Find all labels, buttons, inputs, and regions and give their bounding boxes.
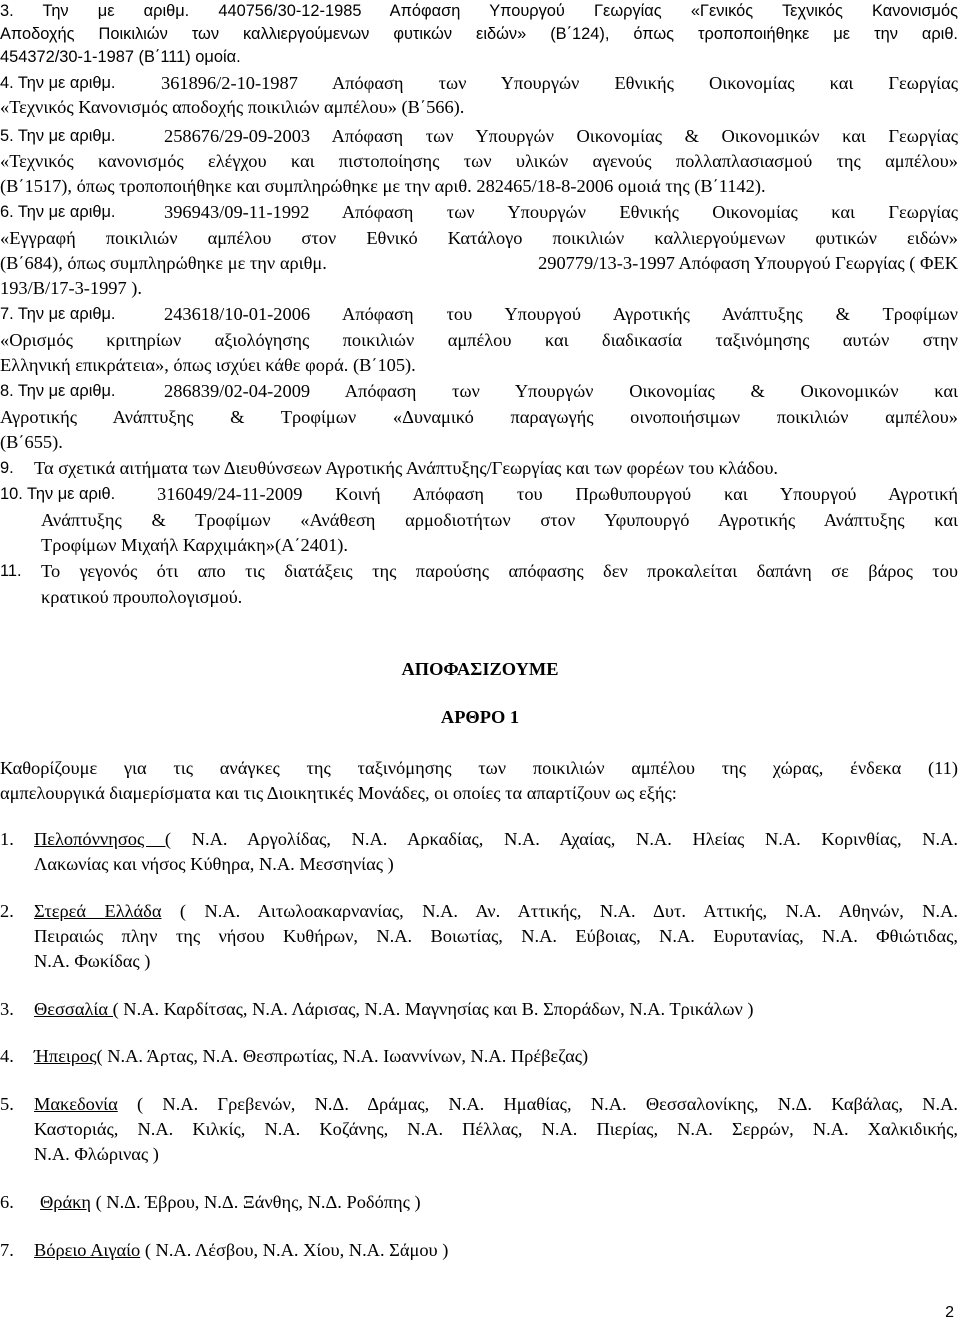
region-line [34,998,958,1020]
item-prefix: 4. Την με αριθμ. [0,74,116,92]
region-line: Λακωνίας και νήσος Κύθηρα, Ν.Α. Μεσσηνίας ) [34,854,394,874]
text-line: Αποδοχής Ποικιλιών των καλλιεργούμενων φυτικών ειδών» (Β΄124), όπως τροποποιήθηκε με την αριθ. [0,25,958,43]
intro-line: αμπελουργικά διαμερίσματα και τις Διοικητικές Μονάδες, οι οποίες τα απαρτίζουν ως εξής: [0,783,677,803]
text-line: Το γεγονός ότι απο τις διατάξεις της παρούσης απόφασης δεν προκαλείται δαπάνη σε βάρος του [41,561,958,581]
region-number: 3. [0,999,14,1019]
text-segment: (Β΄1517), όπως τροποποιήθηκε και συμπληρώθηκε με την αριθ. [0,176,472,196]
region-name: Θεσσαλία ( [34,999,119,1019]
region-units: ( Ν.Δ. Έβρου, Ν.Δ. Ξάνθης, Ν.Δ. Ροδόπης ) [90,1192,421,1212]
decision-heading: ΑΠΟΦΑΣΙΖΟΥΜΕ [401,659,559,679]
text-segment: 282465/18-8-2006 ομοιά της (Β΄1142). [476,176,766,196]
text-line: (Β΄655). [0,432,63,452]
region-name: Ήπειρος [34,1046,97,1066]
region-line [40,1191,958,1213]
text-line: Ανάπτυξης & Τροφίμων «Ανάθεση αρμοδιοτήτων στον Υφυπουργό Αγροτικής Ανάπτυξης και [41,510,958,530]
text-line: «Τεχνικός κανονισμός ελέγχου και πιστοποίησης των υλικών αγενούς πολλαπλασιασμού της αμπέλου» [0,151,958,171]
text-segment: 290779/13-3-1997 Απόφαση Υπουργού Γεωργίας ( ΦΕΚ [538,253,958,273]
item-prefix: 9. [0,459,14,477]
text-line: Τα σχετικά αιτήματα των Διευθύνσεων Αγροτικής Ανάπτυξης/Γεωργίας και των φορέων του κλάδου. [34,458,779,478]
text-line: 258676/29-09-2003 Απόφαση των Υπουργών Οικονομίας & Οικονομικών και Γεωργίας [164,126,958,146]
region-name: Θράκη [40,1192,91,1212]
item-prefix: 6. Την με αριθμ. [0,203,116,221]
text-line: 396943/09-11-1992 Απόφαση των Υπουργών Εθνικής Οικονομίας και Γεωργίας [164,202,958,222]
region-name: Πελοπόννησος ( [34,829,172,849]
region-number: 5. [0,1094,14,1114]
region-number: 7. [0,1240,14,1260]
item-prefix: 10. Την με αριθ. [0,485,116,503]
region-number: 1. [0,829,14,849]
region-number: 4. [0,1046,14,1066]
text-line: Ελληνική επικράτεια», όπως ισχύει κάθε φορά. (Β΄105). [0,355,416,375]
item-prefix: 11. [0,562,22,580]
text-line: «Τεχνικός Κανονισμός αποδοχής ποικιλιών αμπέλου» (Β΄566). [0,97,465,117]
text-line: 361896/2-10-1987 Απόφαση των Υπουργών Εθνικής Οικονομίας και Γεωργίας [161,73,958,93]
region-number: 6. [0,1192,14,1212]
region-units: Ν.Α. Καρδίτσας, Ν.Α. Λάρισας, Ν.Α. Μαγνησίας και Β. Σποράδων, Ν.Α. Τρικάλων ) [118,999,754,1019]
item-prefix: 7. Την με αριθμ. [0,305,116,323]
article-heading: ΑΡΘΡΟ 1 [440,707,520,727]
text-line: 454372/30-1-1987 (Β΄111) ομοία. [0,48,241,66]
text-line: 316049/24-11-2009 Κοινή Απόφαση του Πρωθυπουργού και Υπουργού Αγροτική [157,484,958,504]
region-units: ( Ν.Α. Γρεβενών, Ν.Δ. Δράμας, Ν.Α. Ημαθίας, Ν.Α. Θεσσαλονίκης, Ν.Δ. Καβάλας, Ν.Α. [117,1094,958,1114]
region-number: 2. [0,901,14,921]
region-units: Ν.Α. Αργολίδας, Ν.Α. Αρκαδίας, Ν.Α. Αχαίας, Ν.Α. Ηλείας Ν.Α. Κορινθίας, Ν.Α. [171,829,958,849]
region-line: Πειραιώς πλην της νήσου Κυθήρων, Ν.Α. Βοιωτίας, Ν.Α. Εύβοιας, Ν.Α. Ευρυτανίας, Ν.Α. Φθιώτιδας, [34,926,958,946]
region-line: Καστοριάς, Ν.Α. Κιλκίς, Ν.Α. Κοζάνης, Ν.Α. Πέλλας, Ν.Α. Πιερίας, Ν.Α. Σερρών, Ν.Α. Χαλκιδικής, [34,1119,958,1139]
region-line [34,1093,958,1115]
region-line: Ν.Α. Φωκίδας ) [34,951,151,971]
region-line [34,900,958,922]
page-number: 2 [945,1304,954,1321]
region-name: Στερεά Ελλάδα [34,901,162,921]
text-line: «Εγγραφή ποικιλιών αμπέλου στον Εθνικό Κατάλογο ποικιλιών καλλιεργούμενων φυτικών ειδών» [0,228,958,248]
region-line [34,828,958,850]
text-line: Αγροτικής Ανάπτυξης & Τροφίμων «Δυναμικό παραγωγής οινοποιήσιμων ποικιλιών αμπέλου» [0,407,958,427]
region-line [34,1239,958,1261]
item-prefix: 5. Την με αριθμ. [0,127,116,145]
intro-line: Καθορίζουμε για τις ανάγκες της ταξινόμησης των ποικιλιών αμπέλου της χώρας, ένδεκα (11) [0,758,958,778]
text-line: «Ορισμός κριτηρίων αξιολόγησης ποικιλιών αμπέλου και διαδικασία ταξινόμησης αυτών στην [0,330,958,350]
region-name: Βόρειο Αιγαίο [34,1240,141,1260]
text-line: 193/Β/17-3-1997 ). [0,278,143,298]
text-line [0,252,958,274]
region-name: Μακεδονία [34,1094,118,1114]
region-units: ( Ν.Α. Αιτωλοακαρνανίας, Ν.Α. Αν. Αττικής, Ν.Α. Δυτ. Αττικής, Ν.Α. Αθηνών, Ν.Α. [161,901,959,921]
text-line [0,175,958,197]
region-line: Ν.Α. Φλώρινας ) [34,1144,159,1164]
region-units: ( Ν.Α. Λέσβου, Ν.Α. Χίου, Ν.Α. Σάμου ) [140,1240,449,1260]
text-line: Τροφίμων Μιχαήλ Καρχιμάκη»(Α΄2401). [41,535,349,555]
text-line: κρατικού προυπολογισμού. [41,587,243,607]
text-segment: (Β΄684), όπως συμπληρώθηκε με την αριθμ. [0,253,327,273]
text-line: 286839/02-04-2009 Απόφαση των Υπουργών Οικονομίας & Οικονομικών και [164,381,958,401]
item-prefix: 8. Την με αριθμ. [0,382,116,400]
region-units: ( Ν.Α. Άρτας, Ν.Α. Θεσπρωτίας, Ν.Α. Ιωαννίνων, Ν.Α. Πρέβεζας) [96,1046,589,1066]
text-line: 243618/10-01-2006 Απόφαση του Υπουργού Αγροτικής Ανάπτυξης & Τροφίμων [164,304,958,324]
text-line: 3. Την με αριθμ. 440756/30-12-1985 Απόφαση Υπουργού Γεωργίας «Γενικός Τεχνικός Κανονισμός [0,2,958,20]
region-line [34,1045,958,1067]
